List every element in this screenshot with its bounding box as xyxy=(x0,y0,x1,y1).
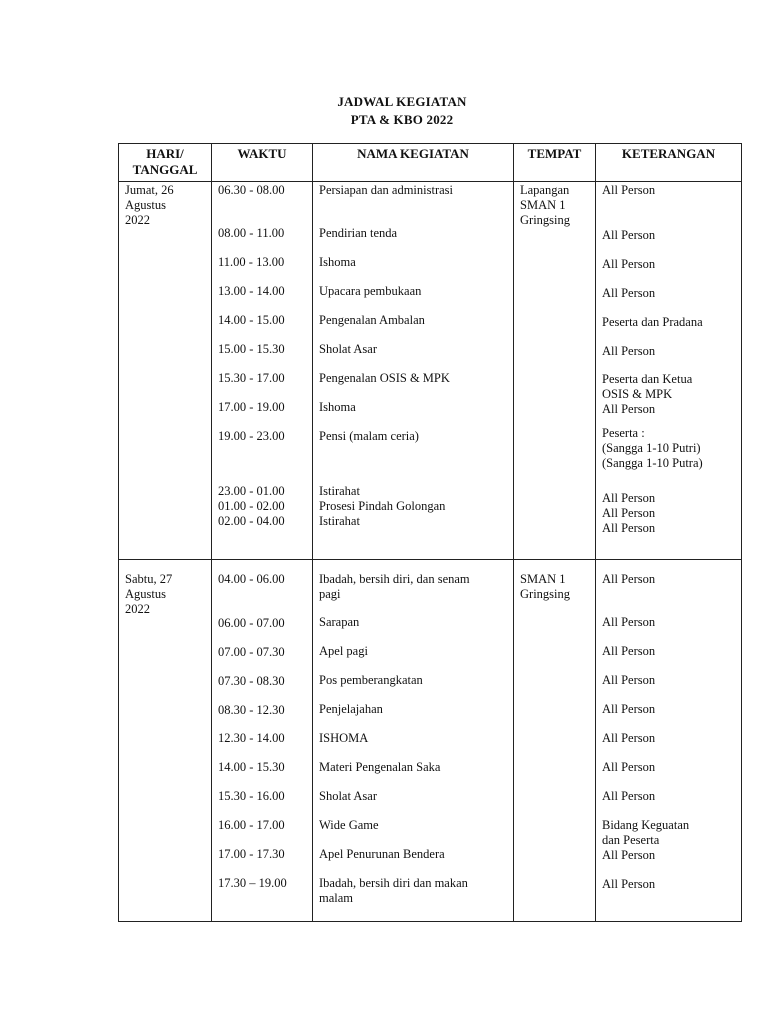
activity-entry: Upacara pembukaan xyxy=(319,284,422,298)
header-note: KETERANGAN xyxy=(596,144,742,182)
document-title: JADWAL KEGIATAN xyxy=(337,94,467,109)
place-label: Lapangan SMAN 1 Gringsing xyxy=(520,183,570,227)
note-entry: All Person xyxy=(602,228,656,242)
note-entry: All Person xyxy=(602,615,656,629)
activity-entry: Materi Pengenalan Saka xyxy=(319,760,441,774)
time-entry: 16.00 - 17.00 xyxy=(218,818,285,832)
note-entry: Peserta : (Sangga 1-10 Putri) (Sangga 1-10 Putra) xyxy=(602,426,703,470)
time-entry: 08.30 - 12.30 xyxy=(218,703,285,717)
time-entry: 23.00 - 01.00 01.00 - 02.00 02.00 - 04.00 xyxy=(218,484,285,528)
time-entry: 07.30 - 08.30 xyxy=(218,674,285,688)
time-entry: 13.00 - 14.00 xyxy=(218,284,285,298)
header-row xyxy=(119,144,742,182)
activity-entry: Istirahat Prosesi Pindah Golongan Istirahat xyxy=(319,484,446,528)
time-entry: 12.30 - 14.00 xyxy=(218,731,285,745)
header-activity: NAMA KEGIATAN xyxy=(313,144,514,182)
activity-entry: Sholat Asar xyxy=(319,789,377,803)
time-entry: 08.00 - 11.00 xyxy=(218,226,285,240)
activity-entry: Penjelajahan xyxy=(319,702,383,716)
time-entry: 15.30 - 16.00 xyxy=(218,789,285,803)
note-entry: All Person xyxy=(602,702,656,716)
time-entry: 17.00 - 17.30 xyxy=(218,847,285,861)
time-entry: 07.00 - 07.30 xyxy=(218,645,285,659)
place-cell xyxy=(514,560,596,922)
activity-entry: Pengenalan OSIS & MPK xyxy=(319,371,450,385)
header-day: HARI/ TANGGAL xyxy=(119,144,212,182)
note-entry: All Person xyxy=(602,760,656,774)
activity-entry: Sarapan xyxy=(319,615,360,629)
note-entry: Peserta dan Pradana xyxy=(602,315,703,329)
time-entry: 17.30 – 19.00 xyxy=(218,876,287,890)
time-entry: 06.30 - 08.00 xyxy=(218,183,285,197)
activity-entry: Ishoma xyxy=(319,255,356,269)
note-entry: All Person xyxy=(602,344,656,358)
note-entry: All Person xyxy=(602,257,656,271)
day-cell xyxy=(119,560,212,922)
note-entry: All Person xyxy=(602,644,656,658)
note-entry: All Person xyxy=(602,286,656,300)
note-entry: All Person xyxy=(602,731,656,745)
activity-entry: Ibadah, bersih diri dan makan malam xyxy=(319,876,468,905)
activity-entry: Sholat Asar xyxy=(319,342,377,356)
activity-entry: Pos pemberangkatan xyxy=(319,673,423,687)
activity-entry: Apel Penurunan Bendera xyxy=(319,847,445,861)
note-entry: Bidang Keguatan dan Peserta All Person xyxy=(602,818,690,862)
activity-cell xyxy=(313,182,514,560)
activity-entry: Ishoma xyxy=(319,400,356,414)
activity-entry: Wide Game xyxy=(319,818,379,832)
time-cell xyxy=(212,182,313,560)
activity-entry: Pengenalan Ambalan xyxy=(319,313,425,327)
place-cell xyxy=(514,182,596,560)
note-entry: All Person xyxy=(602,572,656,586)
day-row-1 xyxy=(119,182,742,560)
note-entry: All Person xyxy=(602,183,656,197)
place-label: SMAN 1 Gringsing xyxy=(520,572,570,601)
note-entry: All Person xyxy=(602,877,656,891)
note-entry: All Person All Person All Person xyxy=(602,491,656,535)
time-entry: 19.00 - 23.00 xyxy=(218,429,285,443)
document-subtitle: PTA & KBO 2022 xyxy=(350,112,454,127)
note-entry: All Person xyxy=(602,673,656,687)
time-entry: 15.30 - 17.00 xyxy=(218,371,285,385)
time-entry: 04.00 - 06.00 xyxy=(218,572,285,586)
day-label: Sabtu, 27 Agustus 2022 xyxy=(125,572,173,616)
activity-cell xyxy=(313,560,514,922)
activity-entry: Ibadah, bersih diri, dan senam pagi xyxy=(319,572,470,601)
note-entry: All Person xyxy=(602,789,656,803)
note-cell xyxy=(596,182,742,560)
time-entry: 11.00 - 13.00 xyxy=(218,255,285,269)
header-place: TEMPAT xyxy=(514,144,596,182)
time-entry: 14.00 - 15.00 xyxy=(218,313,285,327)
activity-entry: Apel pagi xyxy=(319,644,368,658)
header-time: WAKTU xyxy=(212,144,313,182)
time-entry: 14.00 - 15.30 xyxy=(218,760,285,774)
activity-entry: Persiapan dan administrasi xyxy=(319,183,453,197)
day-cell xyxy=(119,182,212,560)
activity-entry: Pendirian tenda xyxy=(319,226,398,240)
day-label: Jumat, 26 Agustus 2022 xyxy=(125,183,174,227)
schedule-table xyxy=(118,143,742,922)
time-entry: 17.00 - 19.00 xyxy=(218,400,285,414)
time-entry: 06.00 - 07.00 xyxy=(218,616,285,630)
note-entry: Peserta dan Ketua OSIS & MPK All Person xyxy=(602,372,693,416)
note-cell xyxy=(596,560,742,922)
time-entry: 15.00 - 15.30 xyxy=(218,342,285,356)
activity-entry: Pensi (malam ceria) xyxy=(319,429,419,443)
activity-entry: ISHOMA xyxy=(319,731,369,745)
time-cell xyxy=(212,560,313,922)
day-row-2 xyxy=(119,560,742,922)
